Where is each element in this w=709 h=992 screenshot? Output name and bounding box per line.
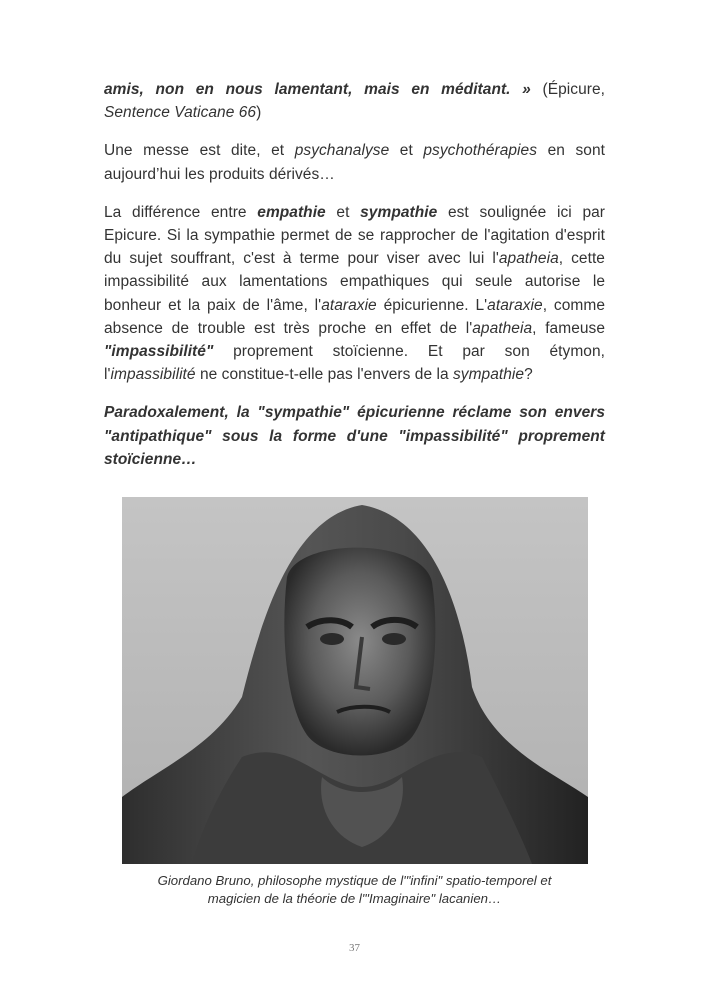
text-span: , cette impassibilité aux lamentations empathiques qui seule autorise le bonheur et la paix de l'âme, l': [104, 250, 605, 314]
figure-caption: [104, 872, 605, 907]
term-ataraxie: ataraxie: [321, 296, 377, 314]
citation-suffix: ): [256, 104, 262, 122]
text-span: épicurienne. L': [376, 296, 488, 314]
paragraph-difference: [104, 201, 605, 387]
text-span: ?: [524, 366, 533, 384]
paragraph-quote-end: [104, 78, 605, 124]
citation-prefix: (Épicure,: [530, 81, 605, 98]
term-empathie: empathie: [257, 203, 326, 221]
term-impassibilite: impassibilité: [110, 366, 196, 384]
text-span: La différence entre: [104, 203, 258, 221]
text-span: proprement stoïcienne. Et par son étymon, l': [104, 343, 605, 384]
text-span: et: [389, 142, 424, 160]
caption-line-2: magicien de la théorie de l'"Imaginaire" lacanien…: [207, 890, 502, 906]
caption-line-1: Giordano Bruno, philosophe mystique de l'"infini" spatio-temporel et: [157, 873, 552, 888]
text-span: Une messe est dite, et: [104, 142, 295, 160]
term-apatheia: apatheia: [498, 250, 559, 268]
term-sympathie: sympathie: [453, 366, 525, 384]
page-number: 37: [349, 942, 360, 954]
term-psychotherapies: psychothérapies: [423, 142, 538, 160]
paragraph-paradoxalement: Paradoxalement, la "sympathie" épicurienne réclame son envers "antipathique" sous la forme d'une "impassibilité" proprement stoïcienne…: [104, 404, 605, 468]
text-span: , comme absence de trouble est très proche en effet de l': [104, 296, 605, 337]
hooded-statue-illustration: [122, 497, 588, 864]
text-span: et: [325, 203, 361, 221]
term-sympathie: sympathie: [360, 203, 438, 221]
term-psychanalyse: psychanalyse: [294, 142, 390, 160]
text-span: , fameuse: [532, 319, 606, 337]
statue-photo: [122, 497, 588, 864]
citation-source: Sentence Vaticane 66: [104, 104, 257, 122]
text-span: ne constitue-t-elle pas l'envers de la: [195, 366, 453, 384]
term-impassibilite-quoted: "impassibilité": [104, 343, 214, 361]
text-span: en sont aujourd’hui les produits dérivés…: [104, 142, 605, 183]
term-ataraxie: ataraxie: [487, 296, 543, 314]
term-apatheia: apatheia: [472, 319, 533, 337]
quote-text: amis, non en nous lamentant, mais en méditant. »: [104, 81, 531, 98]
page-body: [104, 78, 605, 486]
paragraph-messe: [104, 139, 605, 185]
text-span: est soulignée ici par Epicure. Si la sympathie permet de se rapprocher de l'agitation d'esprit du sujet souffrant, c'est à terme pour viser avec lui l': [104, 203, 605, 268]
